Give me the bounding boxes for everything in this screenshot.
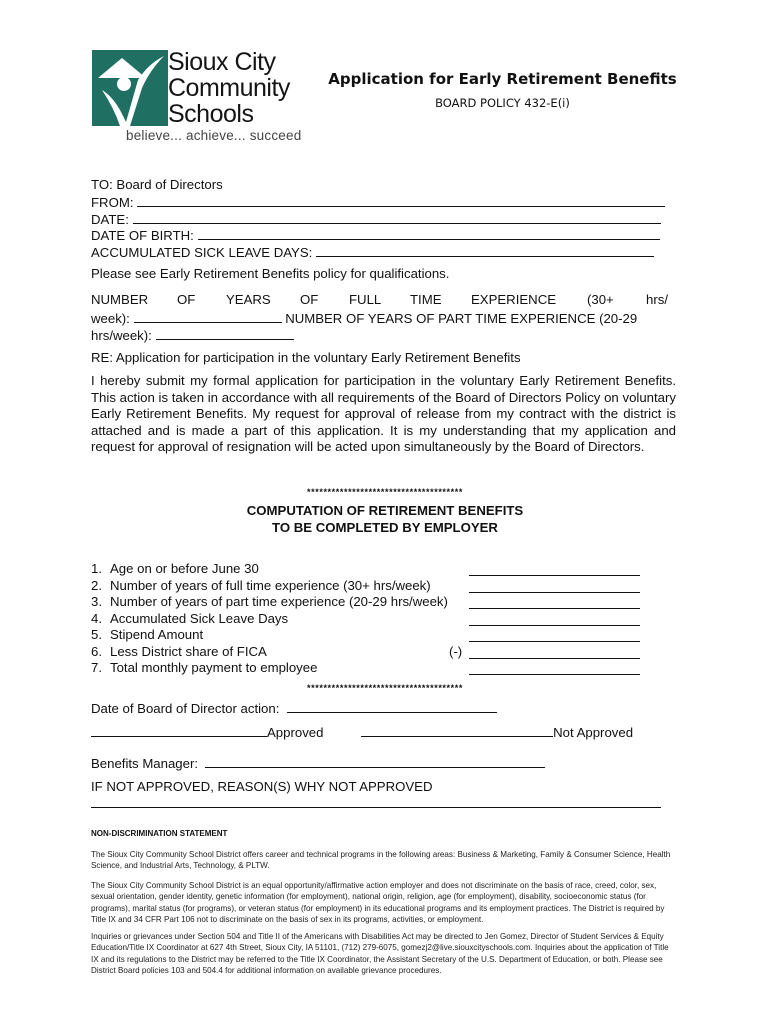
from-field[interactable] — [91, 193, 671, 212]
item-number: 2. — [91, 577, 102, 593]
logo-wordmark — [168, 50, 290, 128]
benefits-manager-label: Benefits Manager: — [91, 756, 199, 771]
minus-prefix: (-) — [449, 643, 463, 659]
item-blank[interactable] — [469, 594, 640, 609]
item-label: Accumulated Sick Leave Days — [110, 610, 289, 626]
approved-label: Approved — [267, 725, 324, 740]
list-item — [91, 644, 651, 661]
not-approved-label: Not Approved — [553, 725, 634, 740]
date-blank[interactable] — [133, 210, 661, 224]
employer-heading: TO BE COMPLETED BY EMPLOYER — [272, 520, 498, 535]
from-label: FROM: — [91, 195, 134, 210]
nondiscrimination-paragraph-2: The Sioux City Community School District is an equal opportunity/affirmative action employer and does not discriminate on the basis of race, creed, color, sex, sexual orientation, gender identity, genetic information (for employment), national origin, religion, age (for employment), disability, socioeconomic status (for programs), marital status (for programs), or veteran status (for employment) in its educational programs and its employment practices. The District is required by Title IX and 34 CFR Part 106 not to discriminate on the basis of sex in its programs, activities, or employment. — [91, 881, 665, 924]
computation-heading: COMPUTATION OF RETIREMENT BENEFITS — [246, 503, 524, 518]
part-time-label: NUMBER OF YEARS OF PART TIME EXPERIENCE (20-29 — [285, 311, 638, 326]
ft-word-2: OF — [177, 292, 196, 307]
item-label: Stipend Amount — [110, 627, 204, 642]
reason-blank[interactable] — [91, 807, 661, 808]
item-number: 7. — [91, 660, 102, 675]
item-number: 1. — [91, 561, 102, 576]
separator-1: ************************************** — [307, 487, 463, 497]
item-label: Number of years of part time experience (20-29 hrs/week) — [110, 594, 448, 609]
ft-word-3: YEARS — [226, 292, 271, 307]
ft-word-6: TIME — [410, 292, 442, 307]
item-number: 5. — [91, 627, 102, 642]
district-logo — [92, 50, 322, 150]
dob-label: DATE OF BIRTH: — [91, 228, 194, 243]
benefits-manager-blank[interactable] — [205, 754, 545, 768]
separator-2: ************************************** — [307, 683, 463, 693]
item-blank[interactable] — [469, 627, 640, 642]
item-label: Number of years of full time experience (30+ hrs/week) — [110, 577, 431, 593]
item-blank[interactable] — [469, 611, 640, 626]
list-item — [91, 627, 651, 644]
pt-end-label: hrs/week): — [91, 328, 152, 343]
experience-field[interactable] — [91, 309, 671, 328]
item-number: 3. — [91, 594, 102, 609]
item-label: Less District share of FICA — [110, 643, 267, 659]
part-time-years-blank[interactable] — [156, 326, 294, 340]
ft-word-5: FULL — [349, 292, 382, 307]
item-blank[interactable] — [469, 644, 640, 659]
approved-blank[interactable] — [91, 723, 267, 737]
item-number: 6. — [91, 643, 102, 659]
ft-word-7: EXPERIENCE — [471, 292, 557, 307]
reason-label: IF NOT APPROVED, REASON(S) WHY NOT APPROVED — [91, 779, 433, 794]
list-item — [91, 611, 651, 628]
logo-name-line2: Community — [168, 74, 290, 102]
benefits-manager-field[interactable] — [91, 754, 671, 773]
list-item — [91, 660, 651, 677]
list-item — [91, 594, 651, 611]
not-approved-blank[interactable] — [361, 723, 553, 737]
logo-mark-icon — [92, 50, 168, 126]
logo-name-line1: Sioux City — [168, 48, 276, 76]
item-label: Age on or before June 30 — [110, 561, 259, 576]
nondiscrimination-paragraph-1: The Sioux City Community School District offers career and technical programs in the following areas: Business & Marketing, Family & Consumer Science, Health Science, and Industrial Arts, Technology, & PLTW. — [91, 850, 671, 871]
approval-field[interactable] — [91, 723, 671, 742]
item-blank[interactable] — [469, 561, 640, 576]
nondiscrimination-heading: NON-DISCRIMINATION STATEMENT — [91, 829, 228, 838]
application-statement: I hereby submit my formal application for participation in the voluntary Early Retirement Benefits. This action is taken in accordance with all requirements of the Board of Directors Policy on voluntary Early Retirement Benefits. My request for approval of release from my contract with the district is attached and is made a part of this application. It is my understanding that my application and request for approval of resignation will be acted upon simultaneously by the Board of Directors. — [91, 373, 676, 455]
document-title: Application for Early Retirement Benefits — [328, 70, 677, 88]
full-time-years-blank[interactable] — [134, 309, 282, 323]
item-label: Total monthly payment to employee — [110, 660, 318, 675]
ft-word-8: (30+ — [587, 292, 614, 307]
policy-number: BOARD POLICY 432-E(i) — [435, 96, 570, 110]
list-item — [91, 578, 651, 595]
item-blank[interactable] — [469, 660, 640, 675]
qualifications-note: Please see Early Retirement Benefits policy for qualifications. — [91, 266, 450, 281]
to-line: TO: Board of Directors — [91, 177, 223, 192]
ft-word-4: OF — [300, 292, 319, 307]
item-blank[interactable] — [469, 578, 640, 593]
from-blank[interactable] — [137, 193, 665, 207]
dob-blank[interactable] — [198, 226, 660, 240]
sick-leave-blank[interactable] — [316, 243, 654, 257]
ft-end-label: week): — [91, 311, 130, 326]
date-label: DATE: — [91, 212, 129, 227]
sick-leave-label: ACCUMULATED SICK LEAVE DAYS: — [91, 245, 313, 260]
logo-name-line3: Schools — [168, 100, 254, 128]
logo-tagline: believe... achieve... succeed — [126, 128, 302, 143]
nondiscrimination-paragraph-3: Inquiries or grievances under Section 504 and Title II of the Americans with Disabilities Act may be directed to Jen Gomez, Director of Student Services & Equity Education/Title IX Coordinator at 627 4th Street, Sioux City, IA 51101, (712) 279-6075, gomezj2@live.siouxcityschools.com. Inquiries about the application of Title IX and its regulations to the District may be referred to the Title IX Coordinator, the Assistant Secretary of the U.S. Department of Education, or both. Please see District Board policies 103 and 504.4 for additional information on available grievance procedures. — [91, 932, 669, 975]
re-line: RE: Application for participation in the voluntary Early Retirement Benefits — [91, 350, 521, 365]
part-time-field[interactable] — [91, 326, 671, 345]
ft-word-1: NUMBER — [91, 292, 149, 307]
ft-word-9: hrs/ — [646, 292, 668, 307]
board-action-date-field[interactable] — [91, 699, 671, 718]
sick-leave-field[interactable] — [91, 243, 671, 262]
board-action-label: Date of Board of Director action: — [91, 701, 280, 716]
list-item — [91, 561, 651, 578]
board-action-date-blank[interactable] — [287, 699, 497, 713]
dob-field[interactable] — [91, 226, 671, 245]
item-number: 4. — [91, 610, 102, 626]
computation-list — [91, 561, 651, 677]
